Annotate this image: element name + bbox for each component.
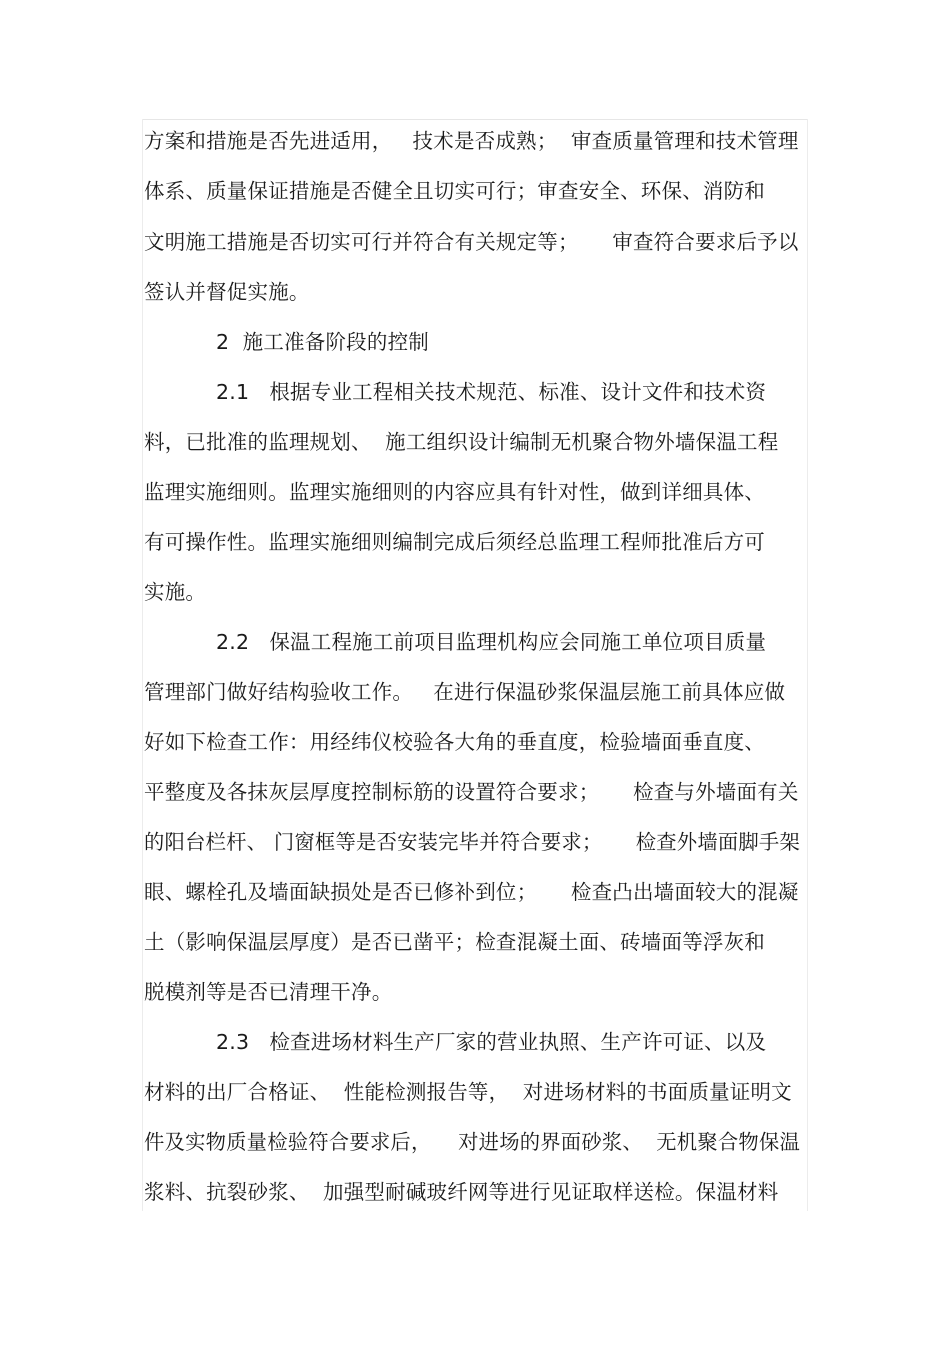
text-line: 料，已批准的监理规划、 施工组织设计编制无机聚合物外墙保温工程 <box>144 430 779 454</box>
text-line: 签认并督促实施。 <box>144 280 310 304</box>
page-border-right <box>807 119 808 1211</box>
text-line: 有可操作性。监理实施细则编制完成后须经总监理工程师批准后方可 <box>144 530 765 554</box>
text-line: 土（影响保温层厚度）是否已凿平；检查混凝土面、砖墙面等浮灰和 <box>144 930 765 954</box>
page-border-left <box>142 119 143 1211</box>
text-line: 眼、螺栓孔及墙面缺损处是否已修补到位； 检查凸出墙面较大的混凝 <box>144 880 799 904</box>
text-line: 文明施工措施是否切实可行并符合有关规定等； 审查符合要求后予以 <box>144 230 799 254</box>
text-line: 材料的出厂合格证、 性能检测报告等， 对进场材料的书面质量证明文 <box>144 1080 792 1104</box>
text-line: 监理实施细则。监理实施细则的内容应具有针对性，做到详细具体、 <box>144 480 765 504</box>
text-line: 平整度及各抹灰层厚度控制标筋的设置符合要求； 检查与外墙面有关 <box>144 780 799 804</box>
text-line: 实施。 <box>144 580 207 604</box>
text-line: 体系、质量保证措施是否健全且切实可行；审查安全、环保、消防和 <box>144 179 765 203</box>
text-line: 2.1 根据专业工程相关技术规范、标准、设计文件和技术资 <box>216 380 767 404</box>
section-heading: 2 施工准备阶段的控制 <box>216 330 429 354</box>
text-line: 2.2 保温工程施工前项目监理机构应会同施工单位项目质量 <box>216 630 767 654</box>
text-line: 的阳台栏杆、 门窗框等是否安装完毕并符合要求； 检查外墙面脚手架 <box>144 830 801 854</box>
text-line: 好如下检查工作：用经纬仪校验各大角的垂直度，检验墙面垂直度、 <box>144 730 765 754</box>
text-line: 2.3 检查进场材料生产厂家的营业执照、生产许可证、以及 <box>216 1030 767 1054</box>
text-line: 方案和措施是否先进适用， 技术是否成熟； 审查质量管理和技术管理 <box>144 129 799 153</box>
text-line: 件及实物质量检验符合要求后， 对进场的界面砂浆、 无机聚合物保温 <box>144 1130 801 1154</box>
text-line: 管理部门做好结构验收工作。 在进行保温砂浆保温层施工前具体应做 <box>144 680 786 704</box>
page-border-top <box>142 119 808 120</box>
text-line: 浆料、抗裂砂浆、 加强型耐碱玻纤网等进行见证取样送检。保温材料 <box>144 1180 779 1204</box>
text-line: 脱模剂等是否已清理干净。 <box>144 980 393 1004</box>
